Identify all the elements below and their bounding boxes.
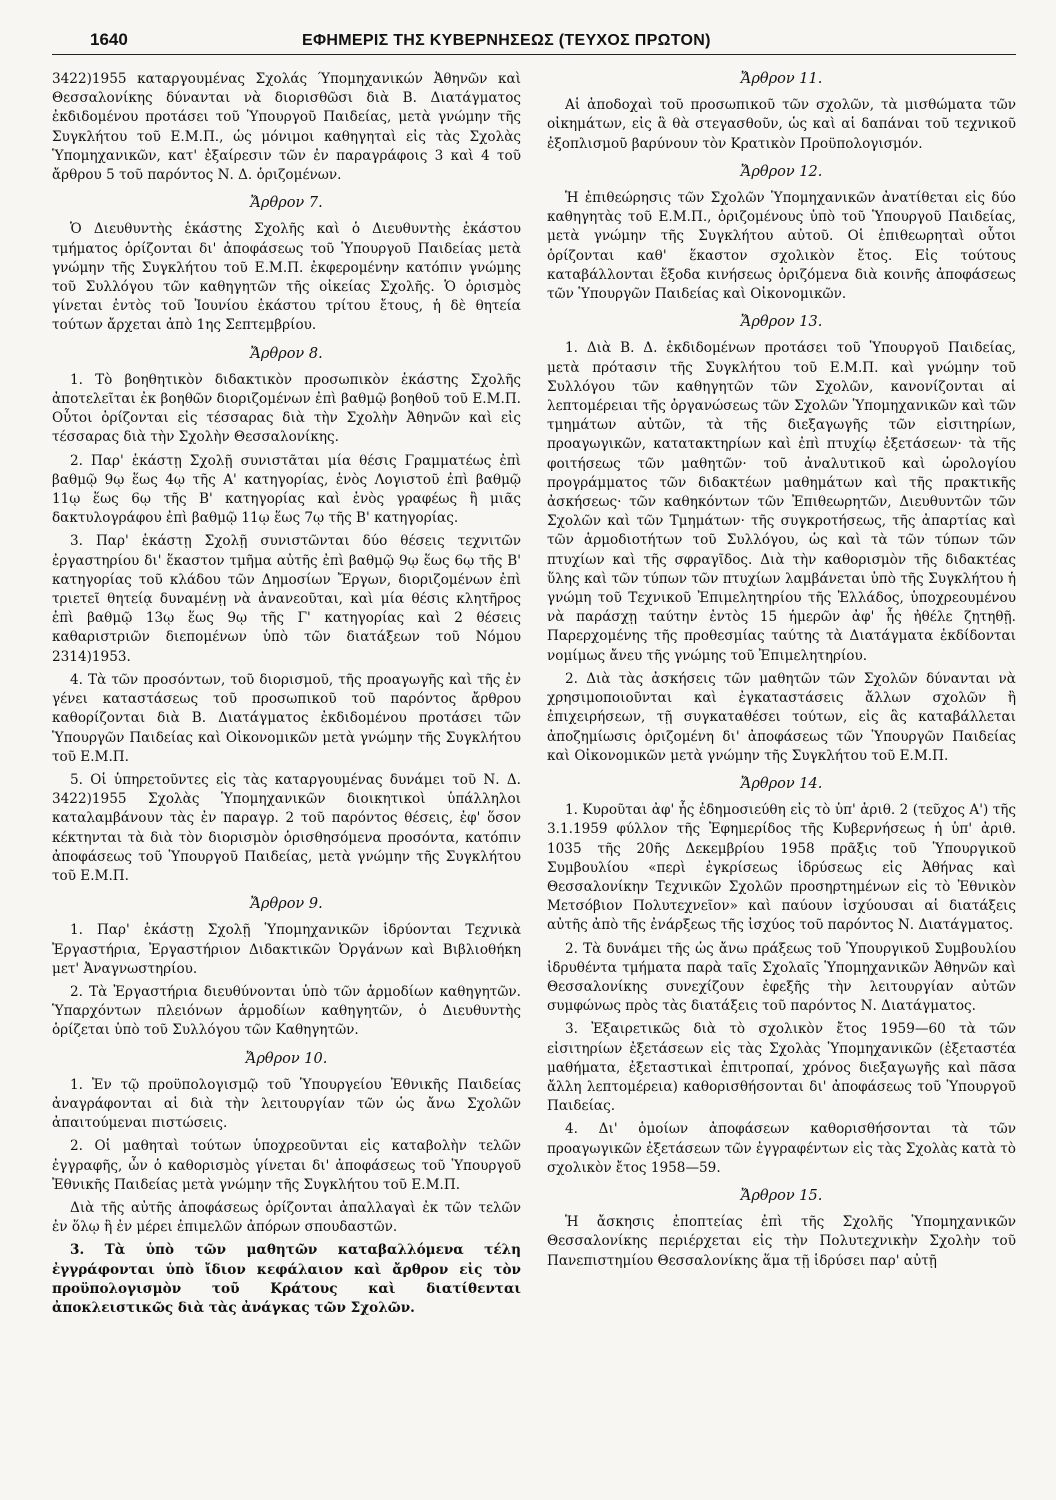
paragraph: 3422)1955 καταργουμένας Σχολάς Ύπομηχανικών Ἀθηνῶν καὶ Θεσσαλονίκης δύνανται νὰ διορισθῶσι διὰ Β. Διατάγματος ἐκδιδομένου προτάσει τοῦ Ὑπουργοῦ Παιδείας, μετὰ γνώμην τῆς Συγκλήτου τοῦ Ε.Μ.Π., ὡς μόνιμοι καθηγηταὶ εἰς τὰς Σχολὰς Ὑπομηχανικῶν, κατ' ἐξαίρεσιν τῶν ἐν παραγράφοις 3 καὶ 4 τοῦ ἄρθρου 5 τοῦ παρόντος Ν. Δ. ὁριζομένων. — [52, 71, 521, 184]
paragraph: 5. Οἱ ὑπηρετοῦντες εἰς τὰς καταργουμένας δυνάμει τοῦ Ν. Δ. 3422)1955 Σχολὰς Ὑπομηχανικῶν διοικητικοὶ ὑπάλληλοι καταλαμβάνουν τὰς ἐν παραγρ. 2 τοῦ παρόντος θέσεις, ἐφ' ὅσον κέκτηνται τὰ διὰ τὸν διορισμὸν ὁρισθησόμενα προσόντα, κατόπιν ἀποφάσεως τοῦ Ὑπουργοῦ Παιδείας, μετὰ γνώμην τῆς Συγκλήτου τοῦ Ε.Μ.Π. — [52, 771, 521, 884]
article-heading-11: Ἄρθρον 11. — [740, 71, 823, 87]
text-columns — [52, 70, 1016, 1322]
article-heading-8: Ἄρθρον 8. — [250, 345, 323, 362]
paragraph: 2. Τὰ Ἐργαστήρια διευθύνονται ὑπὸ τῶν ἁρμοδίων καθηγητῶν. Ὑπαρχόντων πλειόνων ἁρμοδίων καθηγητῶν, ὁ Διευθυντὴς ὁρίζεται ὑπὸ τοῦ Συλλόγου τῶν Καθηγητῶν. — [52, 983, 521, 1039]
paragraph: 3. Παρ' ἑκάστῃ Σχολῇ συνιστῶνται δύο θέσεις τεχνιτῶν ἐργαστηρίου δι' ἕκαστον τμῆμα αὐτῆς ἐπὶ βαθμῷ 9ῳ ἕως 6ῳ τῆς Β' κατηγορίας τοῦ κλάδου τῶν Δημοσίων Ἔργων, διοριζομένων ἐπὶ τριετεῖ θητείᾳ δυναμένῃ νὰ ἀνανεοῦται, καὶ μία θέσις κλητῆρος ἐπὶ βαθμῷ 13ῳ ἕως 9ῳ τῆς Γ' κατηγορίας καὶ 2 θέσεις καθαριστριῶν διεπομένων ὑπὸ τῶν διατάξεων τοῦ Νόμου 2314)1953. — [52, 533, 521, 665]
paragraph: 2. Οἱ μαθηταὶ τούτων ὑποχρεοῦνται εἰς καταβολὴν τελῶν ἐγγραφῆς, ὧν ὁ καθορισμὸς γίνεται δι' ἀποφάσεως τοῦ Ὑπουργοῦ Ἐθνικῆς Παιδείας μετὰ γνώμην τῆς Συγκλήτου τοῦ Ε.Μ.Π. — [52, 1138, 521, 1193]
article-heading-12: Ἄρθρον 12. — [740, 163, 823, 180]
paragraph: 4. Τὰ τῶν προσόντων, τοῦ διορισμοῦ, τῆς προαγωγῆς καὶ τῆς ἐν γένει καταστάσεως τοῦ προσωπικοῦ τοῦ παρόντος ἄρθρου καθορίζονται διὰ Β. Διατάγματος ἐκδιδομένου προτάσει τῶν Ὑπουργῶν Παιδείας καὶ Οἰκονομικῶν μετὰ γνώμην τῆς Συγκλήτου τοῦ Ε.Μ.Π. — [52, 671, 521, 765]
running-title: ΕΦΗΜΕΡΙΣ ΤΗΣ ΚΥΒΕΡΝΗΣΕΩΣ (ΤΕΥΧΟΣ ΠΡΩΤΟΝ) — [302, 32, 711, 49]
article-heading-13: Ἄρθρον 13. — [740, 314, 823, 331]
paragraph: 2. Διὰ τὰς ἀσκήσεις τῶν μαθητῶν τῶν Σχολῶν δύνανται νὰ χρησιμοποιοῦνται καὶ ἐγκαταστάσεις ἄλλων σχολῶν ἢ ἐπιχειρήσεων, τῇ συγκαταθέσει τούτων, εἰς ἃς καταβάλλεται ἀποζημίωσις ὁριζομένη δι' ἀποφάσεως τῶν Ὑπουργῶν Παιδείας καὶ Οἰκονομικῶν μετὰ γνώμην τῆς Συγκλήτου τοῦ Ε.Μ.Π. — [547, 670, 1016, 764]
article-heading-14: Ἄρθρον 14. — [740, 775, 823, 792]
article-heading-10: Ἄρθρον 10. — [245, 1050, 328, 1067]
article-heading-15: Ἄρθρον 15. — [740, 1187, 823, 1204]
right-column — [547, 70, 1016, 1322]
paragraph: Ἡ ἐπιθεώρησις τῶν Σχολῶν Ὑπομηχανικῶν ἀνατίθεται εἰς δύο καθηγητὰς τοῦ Ε.Μ.Π., ὁριζομένους ὑπὸ τοῦ Ὑπουργοῦ Παιδείας, μετὰ γνώμην τῆς Συγκλήτου αὐτοῦ. Οἱ ἐπιθεωρηταὶ οὗτοι ὁρίζονται καθ' ἕκαστον σχολικὸν ἔτος. Εἰς τούτους καταβάλλονται ἔξοδα κινήσεως ὁριζόμενα διὰ κοινῆς ἀποφάσεως τῶν Ὑπουργῶν Παιδείας καὶ Οἰκονομικῶν. — [547, 190, 1016, 303]
left-column — [52, 70, 521, 1322]
paragraph: 1. Παρ' ἑκάστῃ Σχολῇ Ὑπομηχανικῶν ἱδρύονται Τεχνικὰ Ἐργαστήρια, Ἐργαστήριον Διδακτικῶν Ὀργάνων καὶ Βιβλιοθήκη μετ' Ἀναγνωστηρίου. — [52, 922, 521, 977]
paragraph: Ὁ Διευθυντὴς ἑκάστης Σχολῆς καὶ ὁ Διευθυντὴς ἑκάστου τμήματος ὁρίζονται δι' ἀποφάσεως τοῦ Ὑπουργοῦ Παιδείας μετὰ γνώμην τῆς Συγκλήτου τοῦ Ε.Μ.Π. ἐκφερομένην κατόπιν γνώμης τοῦ Συλλόγου τῶν καθηγητῶν τῆς οἰκείας Σχολῆς. Ὁ ὁρισμὸς γίνεται ἐντὸς τοῦ Ἰουνίου ἑκάστου τρίτου ἔτους, ἡ δὲ θητεία τούτων ἄρχεται ἀπὸ 1ης Σεπτεμβρίου. — [52, 221, 521, 334]
page-header — [52, 30, 1016, 60]
paragraph: 1. Διὰ Β. Δ. ἐκδιδομένων προτάσει τοῦ Ὑπουργοῦ Παιδείας, μετὰ πρότασιν τῆς Συγκλήτου τοῦ Ε.Μ.Π. καὶ γνώμην τοῦ Συλλόγου τῶν καθηγητῶν τῶν Σχολῶν, κανονίζονται αἱ λεπτομέρειαι τῆς ὀργανώσεως τῶν Σχολῶν Ὑπομηχανικῶν καὶ τῶν τμημάτων αὐτῶν, τὰ τῆς διεξαγωγῆς τῶν εἰσιτηρίων, προαγωγικῶν, κατατακτηρίων καὶ ἐπὶ πτυχίῳ ἐξετάσεων· τὰ τῆς φοιτήσεως τῶν μαθητῶν· τοῦ ἀναλυτικοῦ καὶ ὡρολογίου προγράμματος τῶν διδακτέων μαθημάτων καὶ τῆς πρακτικῆς ἀσκήσεως· τῶν καθηκόντων τῶν Ἐπιθεωρητῶν, Διευθυντῶν τῶν Σχολῶν καὶ τῶν Τμημάτων· τῆς συγκροτήσεως, τῆς ἀπαρτίας καὶ τῶν ἁρμοδιοτήτων τοῦ Συλλόγου, ὡς καὶ τὰ τῶν τύπων τῶν πτυχίων καὶ τῆς σφραγῖδος. Διὰ τὴν καθορισμὸν τῆς διδακτέας ὕλης καὶ τῶν τύπων τῶν πτυχίων λαμβάνεται ὑπὸ τῆς Συγκλήτου ἡ γνώμη τοῦ Τεχνικοῦ Ἐπιμελητηρίου τῆς Ἑλλάδος, ὑποχρεουμένου νὰ παράσχῃ ταύτην ἐντὸς 15 ἡμερῶν ἀφ' ἧς ἠθέλε ζητηθῇ. Παρερχομένης τῆς προθεσμίας ταύτης τὰ Διατάγματα ἐκδίδονται νομίμως ἄνευ τῆς γνώμης τοῦ Ἐπιμελητηρίου. — [547, 340, 1016, 664]
paragraph: 3. Τὰ ὑπὸ τῶν μαθητῶν καταβαλλόμενα τέλη ἐγγράφονται ὑπὸ ἴδιον κεφάλαιον καὶ ἄρθρον εἰς τὸν προϋπολογισμὸν τοῦ Κράτους καὶ διατίθενται ἀποκλειστικῶς διὰ τὰς ἀνάγκας τῶν Σχολῶν. — [52, 1242, 521, 1316]
paragraph: Διὰ τῆς αὐτῆς ἀποφάσεως ὁρίζονται ἀπαλλαγαὶ ἐκ τῶν τελῶν ἐν ὅλῳ ἢ ἐν μέρει ἐπιμελῶν ἀπόρων σπουδαστῶν. — [52, 1199, 521, 1236]
page-number: 1640 — [90, 30, 128, 49]
paragraph: 1. Ἐν τῷ προϋπολογισμῷ τοῦ Ὑπουργείου Ἐθνικῆς Παιδείας ἀναγράφονται αἱ διὰ τὴν λειτουργίαν τῶν ὡς ἄνω Σχολῶν ἀπαιτούμεναι πιστώσεις. — [52, 1076, 521, 1132]
paragraph: 2. Παρ' ἑκάστῃ Σχολῇ συνιστᾶται μία θέσις Γραμματέως ἐπὶ βαθμῷ 9ῳ ἕως 4ῳ τῆς Α' κατηγορίας, ἑνὸς Λογιστοῦ ἐπὶ βαθμῷ 11ῳ ἕως 6ῳ τῆς Β' κατηγορίας καὶ ἑνὸς γραφέως ἢ μιᾶς δακτυλογράφου ἐπὶ βαθμῷ 11ῳ ἕως 7ῳ τῆς Β' κατηγορίας. — [52, 452, 521, 527]
paragraph: 3. Ἐξαιρετικῶς διὰ τὸ σχολικὸν ἔτος 1959—60 τὰ τῶν εἰσιτηρίων ἐξετάσεων εἰς τὰς Σχολὰς Ὑπομηχανικῶν (ἐξεταστέα μαθήματα, ἐξεταστικαὶ ἐπιτροπαί, χρόνος διεξαγωγῆς καὶ πᾶσα ἄλλη λεπτομέρεια) καθορισθήσονται δι' ἀποφάσεως τοῦ Ὑπουργοῦ Παιδείας. — [547, 1021, 1016, 1115]
paragraph: 1. Κυροῦται ἀφ' ἧς ἐδημοσιεύθη εἰς τὸ ὑπ' ἀριθ. 2 (τεῦχος Α') τῆς 3.1.1959 φύλλον τῆς Ἐφημερίδος τῆς Κυβερνήσεως ἡ ὑπ' ἀριθ. 1035 τῆς 20ῆς Δεκεμβρίου 1958 πρᾶξις τοῦ Ὑπουργικοῦ Συμβουλίου «περὶ ἐγκρίσεως ἱδρύσεως εἰς Ἀθήνας καὶ Θεσσαλονίκην Τεχνικῶν Σχολῶν προσηρτημένων εἰς τὸ Ἐθνικὸν Μετσόβιον Πολυτεχνεῖον» καὶ παύουν ἰσχύουσαι αἱ διατάξεις αὐτῆς ἀπὸ τῆς ἐνάρξεως τῆς ἰσχύος τοῦ παρόντος Ν. Διατάγματος. — [547, 802, 1016, 934]
paragraph: 2. Τὰ δυνάμει τῆς ὡς ἄνω πράξεως τοῦ Ὑπουργικοῦ Συμβουλίου ἱδρυθέντα τμήματα παρὰ ταῖς Σχολαῖς Ὑπομηχανικῶν Ἀθηνῶν καὶ Θεσσαλονίκης συνεχίζουν ἐφεξῆς τὴν λειτουργίαν αὐτῶν συμφώνως πρὸς τὰς διατάξεις τοῦ παρόντος Ν. Διατάγματος. — [547, 940, 1016, 1015]
paragraph: 1. Τὸ βοηθητικὸν διδακτικὸν προσωπικὸν ἑκάστης Σχολῆς ἀποτελεῖται ἐκ βοηθῶν διοριζομένων ἐπὶ βαθμῷ βοηθοῦ τοῦ Ε.Μ.Π. Οὗτοι ὁρίζονται εἰς τέσσαρας διὰ τὴν Σχολὴν Ἀθηνῶν καὶ εἰς τέσσαρας διὰ τὴν Σχολὴν Θεσσαλονίκης. — [52, 371, 521, 446]
paragraph: 4. Δι' ὁμοίων ἀποφάσεων καθορισθήσονται τὰ τῶν προαγωγικῶν ἐξετάσεων τῶν ἐγγραφέντων εἰς τὰς Σχολὰς κατὰ τὸ σχολικὸν ἔτος 1958—59. — [547, 1121, 1016, 1176]
paragraph: Ἡ ἄσκησις ἐποπτείας ἐπὶ τῆς Σχολῆς Ὑπομηχανικῶν Θεσσαλονίκης περιέρχεται εἰς τὴν Πολυτεχνικὴν Σχολὴν τοῦ Πανεπιστημίου Θεσσαλονίκης ἅμα τῇ ἱδρύσει παρ' αὐτῇ — [547, 1214, 1016, 1269]
article-heading-9: Ἄρθρον 9. — [250, 896, 323, 913]
article-heading-7: Ἄρθρον 7. — [250, 195, 323, 212]
paragraph: Αἱ ἀποδοχαὶ τοῦ προσωπικοῦ τῶν σχολῶν, τὰ μισθώματα τῶν οἰκημάτων, εἰς ἃ θὰ στεγασθοῦν, ὡς καὶ αἱ δαπάναι τοῦ τεχνικοῦ ἐξοπλισμοῦ βαρύνουν τὸν Κρατικὸν Προϋπολογισμόν. — [547, 97, 1016, 152]
header-rule — [52, 54, 1016, 55]
